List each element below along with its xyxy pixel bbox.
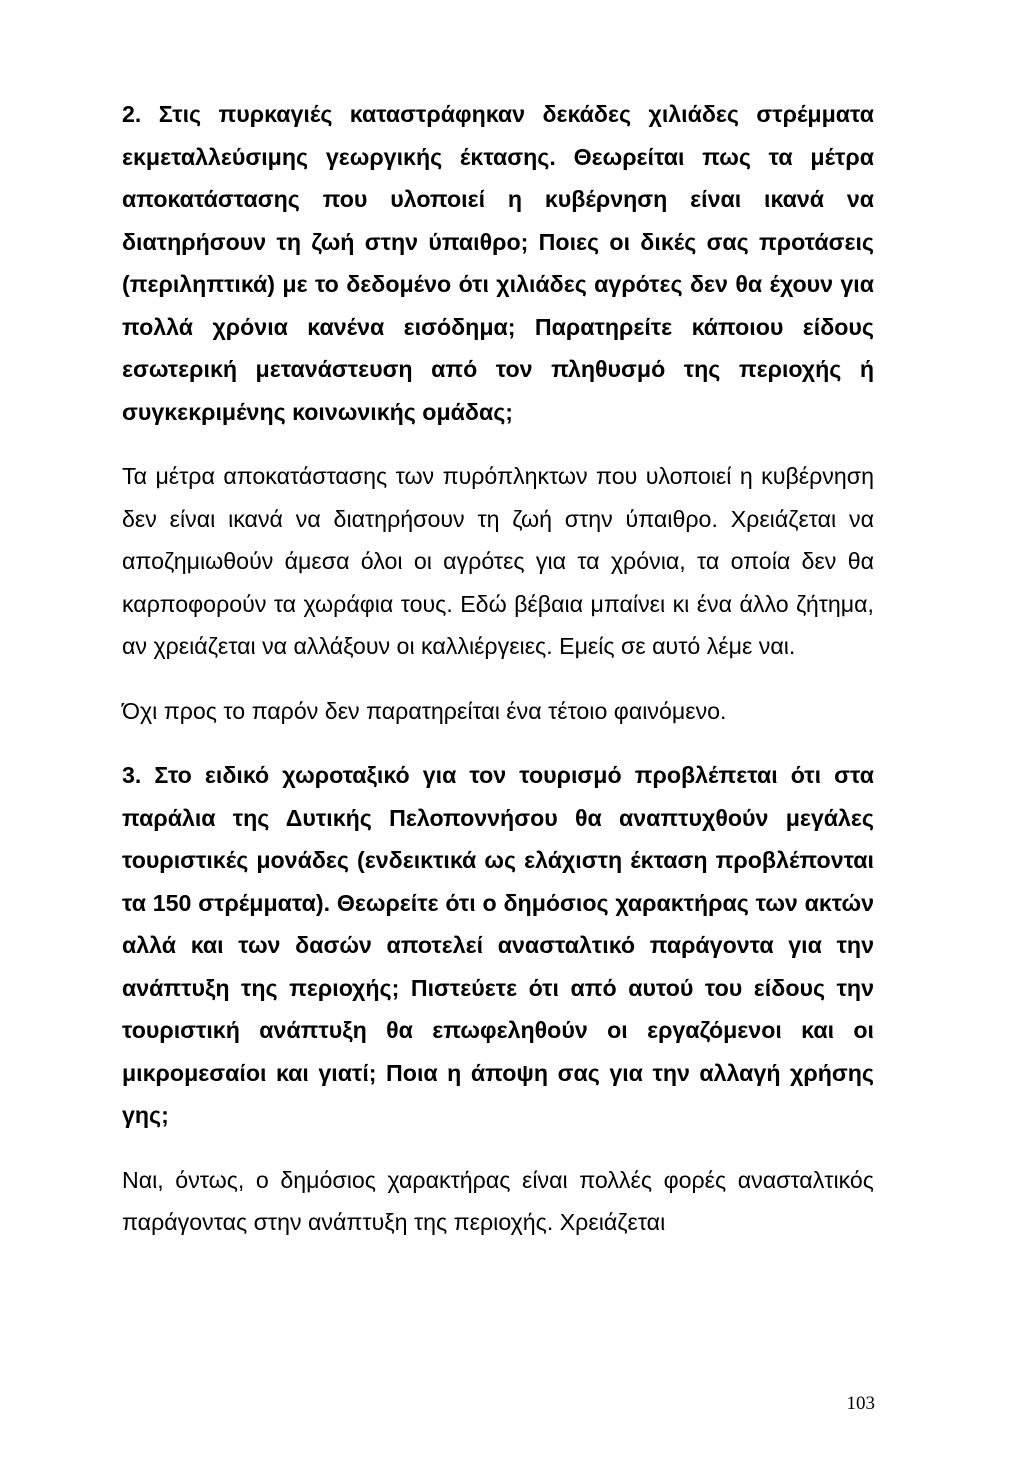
- answer-3-paragraph: Ναι, όντως, ο δημόσιος χαρακτήρας είναι πολλές φορές ανασταλτικός παράγοντας στην ανάπτυξη της περιοχής. Χρειάζεται: [122, 1166, 874, 1235]
- answer-2-paragraph: Τα μέτρα αποκατάστασης των πυρόπληκτων που υλοποιεί η κυβέρνηση δεν είναι ικανά να διατηρήσουν τη ζωή στην ύπαιθρο. Χρειάζεται να αποζημιωθούν άμεσα όλοι οι αγρότες για τα χρόνια, τα οποία δεν θα καρποφορούν τα χωράφια τους. Εδώ βέβαια μπαίνει κι ένα άλλο ζήτημα, αν χρειάζεται να αλλάξουν οι καλλιέργειες. Εμείς σε αυτό λέμε ναι.: [122, 463, 874, 659]
- question-3-paragraph: 3. Στο ειδικό χωροταξικό για τον τουρισμό προβλέπεται ότι στα παράλια της Δυτικής Πελοποννήσου θα αναπτυχθούν μεγάλες τουριστικές μονάδες (ενδεικτικά ως ελάχιστη έκταση προβλέπονται τα 150 στρέμματα). Θεωρείτε ότι ο δημόσιος χαρακτήρας των ακτών αλλά και των δασών αποτελεί ανασταλτικό παράγοντα για την ανάπτυξη της περιοχής; Πιστεύετε ότι από αυτού του είδους την τουριστική ανάπτυξη θα επωφεληθούν οι εργαζόμενοι και οι μικρομεσαίοι και γιατί; Ποια η άποψη σας για την αλλαγή χρήσης γης;: [122, 762, 874, 1128]
- page-content: [122, 93, 874, 1244]
- question-2-paragraph: 2. Στις πυρκαγιές καταστράφηκαν δεκάδες χιλιάδες στρέμματα εκμεταλλεύσιμης γεωργικής έκτασης. Θεωρείται πως τα μέτρα αποκατάστασης που υλοποιεί η κυβέρνηση είναι ικανά να διατηρήσουν τη ζωή στην ύπαιθρο; Ποιες οι δικές σας προτάσεις (περιληπτικά) με το δεδομένο ότι χιλιάδες αγρότες δεν θα έχουν για πολλά χρόνια κανένα εισόδημα; Παρατηρείτε κάποιου είδους εσωτερική μετανάστευση από τον πληθυσμό της περιοχής ή συγκεκριμένης κοινωνικής ομάδας;: [122, 101, 874, 425]
- page-number: 103: [846, 1393, 875, 1414]
- answer-2-followup-paragraph: Όχι προς το παρόν δεν παρατηρείται ένα τέτοιο φαινόμενο.: [122, 697, 727, 724]
